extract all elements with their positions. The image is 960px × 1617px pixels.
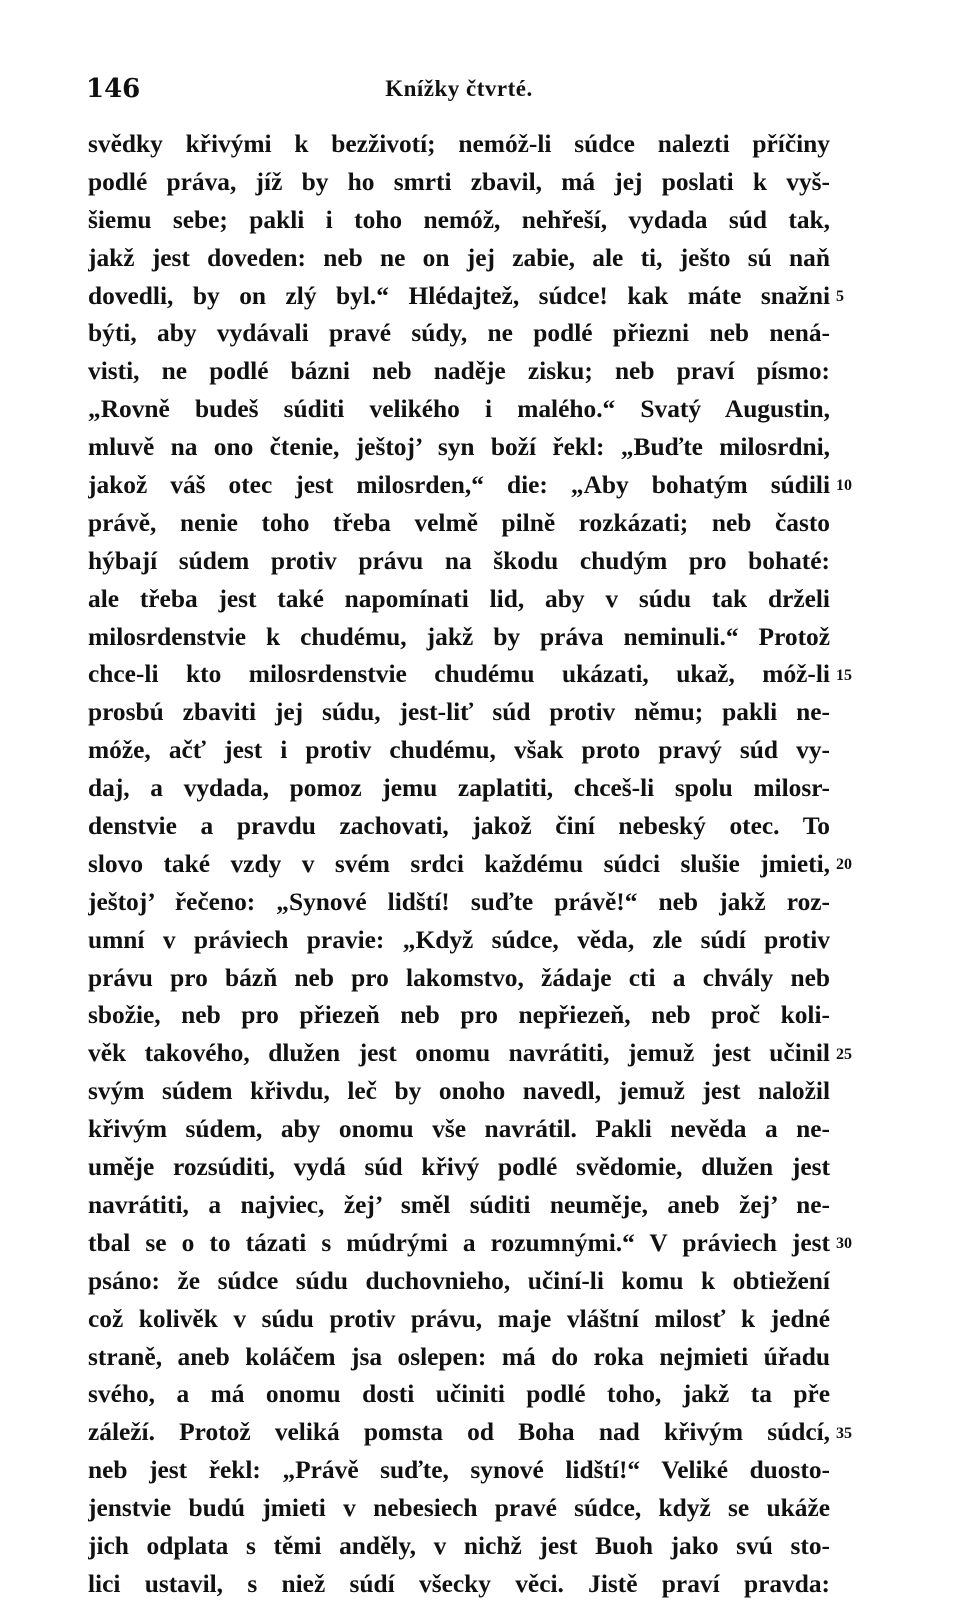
running-head xyxy=(86,74,832,114)
running-title: Knížky čtvrté. xyxy=(385,76,533,101)
text-line: svědky křivými k bezživotí; nemóž-li súdce nalezti příčiny xyxy=(88,130,830,158)
text-line: „Rovně budeš súditi velikého i malého.“ Svatý Augustin, xyxy=(88,395,830,424)
text-line: jakož váš otec jest milosrden,“ die: „Aby bohatým súdili xyxy=(88,471,830,500)
text-line: navrátiti, a najviec, žej’ směl súditi neuměje, aneb žej’ ne- xyxy=(88,1190,830,1219)
text-line: věk takového, dlužen jest onomu navrátiti, jemuž jest učinil xyxy=(88,1039,830,1068)
text-line: svým súdem křivdu, leč by onoho navedl, jemuž jest naložil xyxy=(88,1077,830,1106)
text-line: právě, nenie toho třeba velmě pilně rozkázati; neb často xyxy=(88,508,830,537)
text-line: jenstvie budú jmieti v nebesiech pravé súdce, když se ukáže xyxy=(88,1494,830,1523)
text-line: křivým súdem, aby onomu vše navrátil. Pakli nevěda a ne- xyxy=(88,1115,830,1144)
body-text xyxy=(88,126,830,1604)
margin-line-number: 25 xyxy=(836,1045,852,1063)
text-line: ale třeba jest také napomínati lid, aby v súdu tak drželi xyxy=(88,584,830,613)
text-line: jich odplata s těmi anděly, v nichž jest Buoh jako svú sto- xyxy=(88,1531,830,1560)
text-line: umní v práviech pravie: „Když súdce, věda, zle súdí protiv xyxy=(88,925,830,954)
text-line: záleží. Protož veliká pomsta od Boha nad křivým súdcí, xyxy=(88,1418,830,1447)
text-line: šiemu sebe; pakli i toho nemóž, nehřeší, vydada súd tak, xyxy=(88,205,830,234)
text-line: býti, aby vydávali pravé súdy, ne podlé přiezni neb nená- xyxy=(88,319,830,348)
text-line: tbal se o to tázati s múdrými a rozumnými.“ V práviech jest xyxy=(88,1228,830,1257)
text-line: dovedli, by on zlý byl.“ Hlédajtež, súdce! kak máte snažni xyxy=(88,281,830,310)
text-line: hýbají súdem protiv právu na škodu chudým pro bohaté: xyxy=(88,546,830,575)
text-line: denstvie a pravdu zachovati, jakož činí nebeský otec. To xyxy=(88,812,830,841)
text-line: daj, a vydada, pomoz jemu zaplatiti, chceš-li spolu milosr- xyxy=(88,774,830,803)
text-line: móže, ačť jest i protiv chudému, však proto pravý súd vy- xyxy=(88,736,830,765)
text-line: právu pro bázň neb pro lakomstvo, žádaje cti a chvály neb xyxy=(88,963,830,992)
margin-line-number: 15 xyxy=(836,666,852,684)
text-line: uměje rozsúditi, vydá súd křivý podlé svědomie, dlužen jest xyxy=(88,1153,830,1182)
text-line: straně, aneb koláčem jsa oslepen: má do roka nejmieti úřadu xyxy=(88,1342,830,1371)
text-line: neb jest řekl: „Právě suďte, synové lidští!“ Veliké duosto- xyxy=(88,1456,830,1485)
margin-line-number: 35 xyxy=(836,1424,852,1442)
text-line: podlé práva, jíž by ho smrti zbavil, má jej poslati k vyš- xyxy=(88,167,830,196)
page-number: 146 xyxy=(86,74,141,104)
margin-line-number: 30 xyxy=(836,1235,852,1253)
text-line: jakž jest doveden: neb ne on jej zabie, ale ti, ješto sú naň xyxy=(88,243,830,272)
text-line: psáno: že súdce súdu duchovnieho, učiní-li komu k obtiežení xyxy=(88,1266,830,1295)
margin-line-number: 5 xyxy=(836,287,844,305)
text-line: mluvě na ono čtenie, ještoj’ syn boží řekl: „Buďte milosrdni, xyxy=(88,433,830,462)
text-line: sbožie, neb pro přiezeň neb pro nepřiezeň, neb proč koli- xyxy=(88,1001,830,1030)
text-line: ještoj’ řečeno: „Synové lidští! suďte právě!“ neb jakž roz- xyxy=(88,887,830,916)
text-line: což kolivěk v súdu protiv právu, maje vláštní milosť k jedné xyxy=(88,1304,830,1333)
text-line: slovo také vzdy v svém srdci každému súdci slušie jmieti, xyxy=(88,849,830,878)
text-line: chce-li kto milosrdenstvie chudému ukázati, ukaž, móž-li xyxy=(88,660,830,689)
text-line: svého, a má onomu dosti učiniti podlé toho, jakž ta pře xyxy=(88,1380,830,1409)
margin-line-number: 10 xyxy=(836,477,852,495)
margin-line-number: 20 xyxy=(836,856,852,874)
text-line: milosrdenstvie k chudému, jakž by práva neminuli.“ Protož xyxy=(88,622,830,651)
text-line: lici ustavil, s niež súdí všecky věci. Jistě praví pravda: xyxy=(88,1569,830,1598)
text-line: prosbú zbaviti jej súdu, jest-liť súd protiv němu; pakli ne- xyxy=(88,698,830,727)
text-line: visti, ne podlé bázni neb naděje zisku; neb praví písmo: xyxy=(88,357,830,386)
